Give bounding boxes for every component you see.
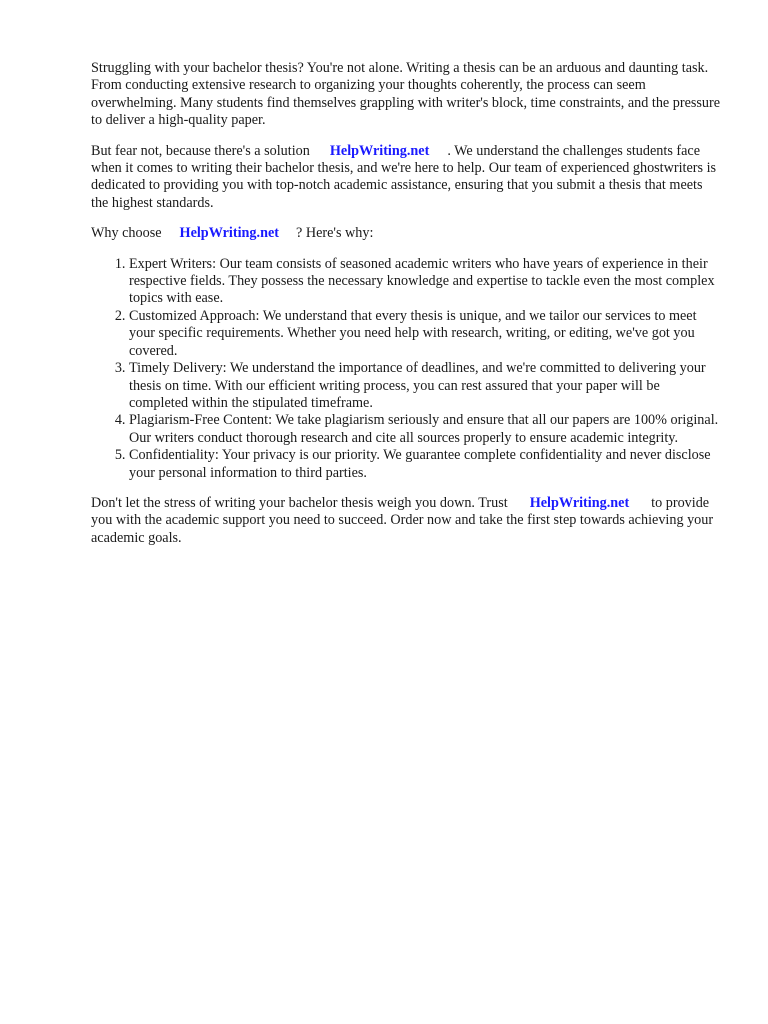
list-item: 2. Customized Approach: We understand that every thesis is unique, and we tailor our services to meet your specific requirements. Whether you need help with research, writing, or editing, we've got you covered.: [129, 308, 721, 360]
list-item: 4. Plagiarism-Free Content: We take plagiarism seriously and ensure that all our papers are 100% original. Our writers conduct thorough research and cite all sources properly to ensure academic integrity.: [129, 412, 721, 447]
list-item: 3. Timely Delivery: We understand the importance of deadlines, and we're committed to delivering your thesis on time. With our efficient writing process, you can rest assured that your paper will be completed within the stipulated timeframe.: [129, 360, 721, 412]
document-page: [91, 60, 721, 560]
intro-paragraph: Struggling with your bachelor thesis? You're not alone. Writing a thesis can be an arduous and daunting task. From conducting extensive research to organizing your thoughts coherently, the process can seem overwhelming. Many students find themselves grappling with writer's block, time constraints, and the pressure to deliver a high-quality paper.: [91, 60, 721, 129]
list-item: 5. Confidentiality: Your privacy is our priority. We guarantee complete confidentiality and never disclose your personal information to third parties.: [129, 447, 721, 482]
reasons-list: [91, 256, 721, 482]
solution-text-before: But fear not, because there's a solution: [91, 142, 310, 159]
solution-text-after: . We understand the challenges students face when it comes to writing their bachelor thesis, and we're here to help. Our team of experienced ghostwriters is dedicated to providing you with top-notch academic assistance, ensuring that you submit a thesis that meets the highest standards.: [91, 142, 717, 211]
closing-paragraph: [91, 495, 721, 547]
why-choose-paragraph: [91, 225, 721, 242]
helpwriting-link-why[interactable]: HelpWriting.net: [179, 225, 279, 242]
why-text-after: ? Here's why:: [295, 225, 374, 242]
closing-text-after: to provide you with the academic support you need to succeed. Order now and take the first step towards achieving your academic goals.: [91, 494, 714, 546]
helpwriting-link-solution[interactable]: HelpWriting.net: [329, 142, 430, 159]
solution-paragraph: [91, 143, 721, 213]
closing-text-before: Don't let the stress of writing your bachelor thesis weigh you down. Trust: [91, 494, 508, 511]
list-item: 1. Expert Writers: Our team consists of seasoned academic writers who have years of experience in their respective fields. They possess the necessary knowledge and expertise to tackle even the most complex topics with ease.: [129, 256, 721, 308]
why-text-before: Why choose: [91, 225, 162, 242]
helpwriting-link-closing[interactable]: HelpWriting.net: [529, 494, 630, 511]
